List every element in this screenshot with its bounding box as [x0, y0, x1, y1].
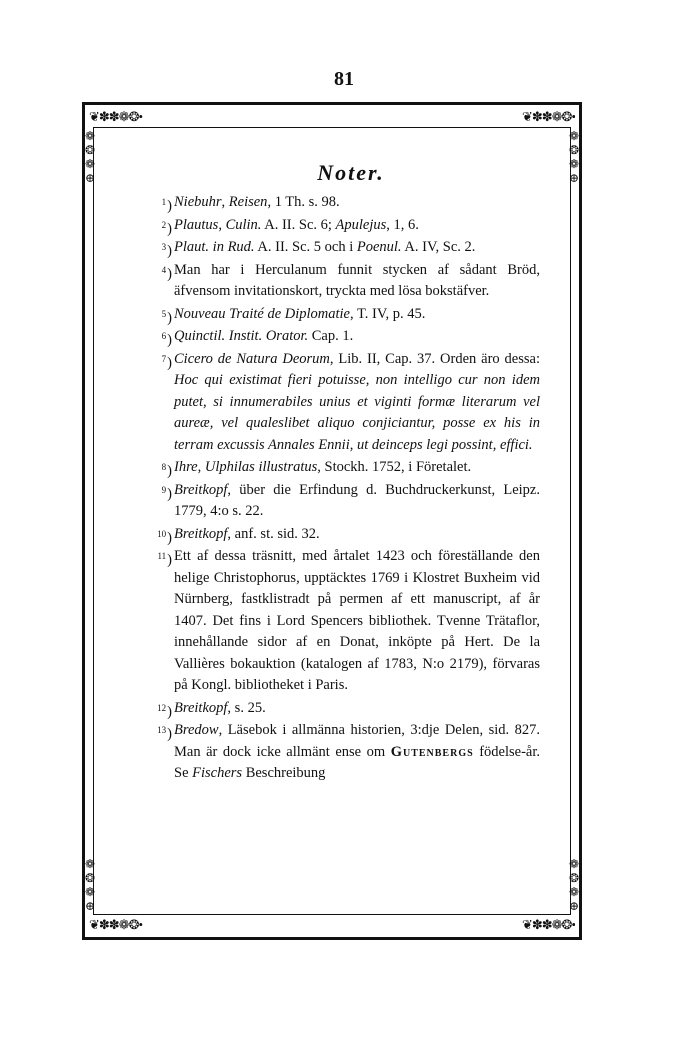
corner-ornament-bottom-left: ❦✽✽❁❂•: [89, 917, 143, 932]
footnote-text-run: Apulejus: [335, 216, 387, 233]
footnote-text-run: Poenul.: [356, 239, 402, 255]
footnote-text: [174, 192, 540, 214]
footnote-text-run: , anf. st. sid. 32.: [227, 525, 320, 542]
footnote-marker: $^7$): [161, 353, 172, 371]
footnote-number: 13: [157, 725, 167, 735]
footnote-text-run: A. II. Sc. 5 och i: [254, 239, 357, 255]
footnote-number: 10: [157, 528, 167, 539]
footnote-12: [157, 698, 540, 720]
footnote-text-run: Cicero de Natura Deorum: [174, 350, 330, 367]
footnote-number: 3: [161, 242, 167, 252]
footnote-text-run: Breitkopf: [174, 525, 228, 542]
footnote-text-run: Gutenbergs: [390, 743, 474, 760]
footnote-text-run: Fischers: [192, 765, 243, 781]
footnote-text-run: Breitkopf: [174, 481, 228, 498]
footnote-number: 9: [161, 484, 167, 495]
side-ornament-top-right: ❁ ❂ ❁ ⊕: [568, 129, 580, 185]
footnote-text: [174, 304, 540, 326]
footnote-text-run: ,: [197, 459, 205, 475]
footnote-marker: $^2$): [161, 219, 172, 237]
side-ornament-bottom-left: ❁ ❂ ❁ ⊕: [84, 857, 96, 913]
footnote-text: [174, 698, 540, 720]
corner-ornament-top-right: ❦✽✽❁❂•: [521, 109, 575, 124]
footnote-text-run: , 1, 6.: [386, 216, 419, 233]
footnote-number: 1: [161, 197, 167, 207]
footnote-7: [162, 349, 540, 457]
footnote-marker: $^6$): [161, 331, 172, 348]
footnote-text-run: Cap. 1.: [308, 328, 354, 344]
footnote-text-run: ,: [218, 216, 226, 233]
footnote-3: [162, 237, 540, 259]
footnote-text: [174, 524, 540, 546]
footnote-text-run: , Stockh. 1752, i Företalet.: [317, 459, 472, 475]
footnote-text-run: , s. 25.: [227, 699, 266, 716]
footnote-number: 6: [161, 331, 167, 341]
footnote-text-run: , über die Erfindung d. Buchdruckerkunst, Leipz. 1779, 4:o s. 22.: [174, 481, 540, 519]
footnote-text-run: Ihre: [174, 459, 198, 475]
footnote-text-run: ,: [221, 194, 229, 210]
side-ornament-bottom-right: ❁ ❂ ❁ ⊕: [568, 857, 580, 913]
footnote-text: [174, 260, 540, 303]
footnote-number: 7: [161, 353, 167, 364]
footnote-number: 12: [157, 702, 167, 713]
notes-content: [157, 160, 540, 785]
footnote-text-run: A. II. Sc. 6;: [261, 216, 336, 233]
footnote-marker: $^9$): [161, 484, 172, 502]
footnote-4: [162, 260, 540, 303]
corner-ornament-bottom-right: ❦✽✽❁❂•: [521, 917, 575, 932]
footnote-text-run: Beschreibung: [242, 765, 326, 781]
footnote-text-run: Hoc qui existimat fieri potuisse, non intelligo cur non idem putet, si innumerabiles unius et viginti formæ literarum vel aureæ, vel qualeslibet aliquo conjiciantur, posse ex his in terram excussis Annales Ennii, ut deinceps legi possint, effici.: [174, 372, 540, 453]
footnote-text: [174, 480, 540, 523]
footnote-number: 2: [161, 219, 167, 230]
footnote-text-run: , Lib. II, Cap. 37. Orden äro dessa:: [329, 350, 540, 367]
footnote-text: [174, 349, 540, 457]
footnote-text: [174, 720, 540, 785]
footnote-text-run: A. IV, Sc. 2.: [401, 239, 476, 255]
footnote-5: [162, 304, 540, 326]
footnote-text-run: Niebuhr: [174, 194, 222, 210]
footnote-text-run: Man har i Herculanum funnit stycken af sådant Bröd, äfvensom invitationskort, tryckta med lösa bokstäfver.: [174, 261, 540, 299]
page-number: 81: [334, 68, 354, 90]
footnote-text-run: Nouveau Traité de Diplomatie: [174, 305, 350, 322]
footnote-13: [157, 720, 540, 785]
footnote-text-run: Ett af dessa träsnitt, med årtalet 1423 och föreställande den helige Christophorus, upptäcktes 1769 i Klostret Buxheim vid Nürnberg, fastklistradt på permen af ett manuscript, af år 1407. Det fins i Lord Spencers bibliothek. Tvenne Trätaflor, innehållande sidor af en Donat, inköpte på Hert. De la Vallières bokauktion (katalogen af 1783, N:o 2179), förvaras på Kongl. bibliotheket i Paris.: [174, 548, 540, 693]
footnote-marker: $^{12}$): [157, 702, 172, 720]
footnote-marker: $^{11}$): [157, 551, 172, 568]
footnote-marker: $^4$): [161, 264, 172, 282]
footnote-marker: $^3$): [161, 242, 172, 259]
footnote-number: 8: [161, 462, 167, 472]
footnote-text-run: Breitkopf: [174, 699, 228, 716]
footnote-number: 5: [161, 308, 167, 319]
footnote-text: [174, 457, 540, 479]
footnote-2: [162, 215, 540, 237]
footnote-text: [174, 326, 540, 348]
footnote-number: 11: [157, 551, 167, 561]
footnote-text-run: födelse-år. Se: [174, 743, 540, 781]
footnote-1: [162, 192, 540, 214]
footnote-marker: $^1$): [161, 197, 172, 214]
footnote-marker: $^{10}$): [157, 528, 172, 546]
footnote-11: [157, 546, 540, 697]
footnote-text-run: Reisen: [228, 194, 268, 210]
footnote-text: [174, 237, 540, 259]
footnote-marker: $^{13}$): [157, 725, 172, 742]
side-ornament-top-left: ❁ ❂ ❁ ⊕: [84, 129, 96, 185]
corner-ornament-top-left: ❦✽✽❁❂•: [89, 109, 143, 124]
footnote-text-run: , Läsebok i allmänna historien, 3:dje Delen, sid. 827. Man är dock icke allmänt ense om: [174, 722, 540, 760]
footnote-text: [174, 215, 540, 237]
footnote-text-run: Culin.: [225, 216, 262, 233]
footnote-text-run: Quinctil. Instit. Orator.: [174, 328, 309, 344]
footnote-number: 4: [161, 264, 167, 275]
footnote-text-run: Plautus: [174, 216, 219, 233]
footnote-text-run: , T. IV, p. 45.: [350, 305, 426, 322]
footnote-8: [162, 457, 540, 479]
footnote-text-run: Plaut. in Rud.: [174, 239, 255, 255]
footnote-9: [162, 480, 540, 523]
footnote-text-run: , 1 Th. s. 98.: [267, 194, 340, 210]
footnote-6: [162, 326, 540, 348]
notes-heading: Noter.: [317, 160, 385, 185]
footnote-text: [174, 546, 540, 697]
footnote-10: [157, 524, 540, 546]
footnote-text-run: Bredow: [174, 722, 219, 738]
footnote-text-run: Ulphilas illustratus: [204, 459, 318, 475]
footnote-marker: $^5$): [161, 308, 172, 326]
notes-list: [157, 192, 540, 785]
footnote-marker: $^8$): [161, 462, 172, 479]
